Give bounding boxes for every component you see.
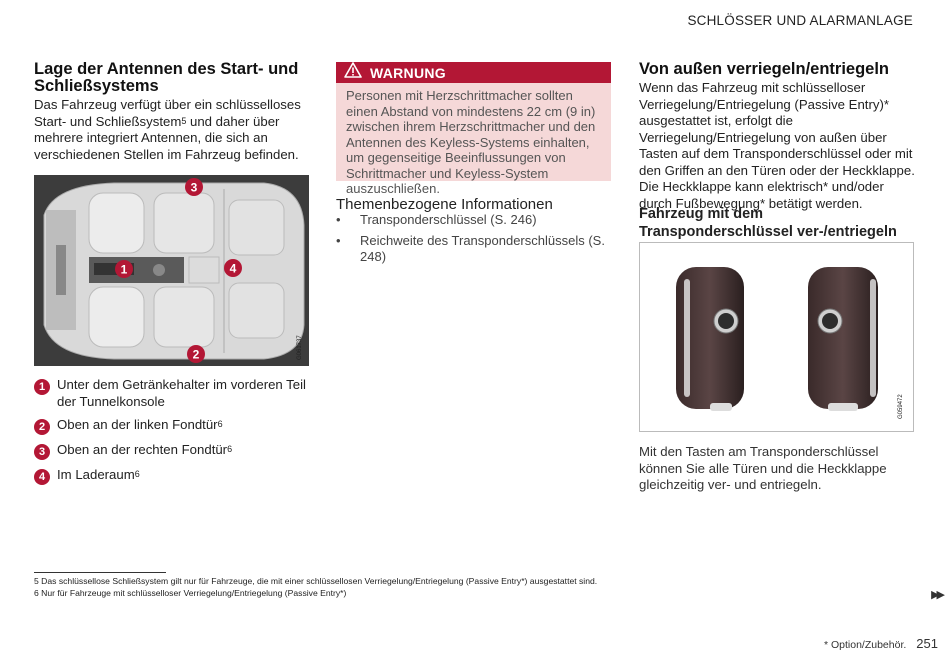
key-figure-caption: Mit den Tasten am Transponderschlüssel können Sie alle Türen und die Heckklappe gleichzeitig ver- und entriegeln.	[639, 444, 887, 492]
transponder-key-figure	[639, 242, 914, 432]
list-item	[34, 467, 309, 485]
intro-text-b: und daher über mehrere integriert Antennen, die sich an verschiedenen Stellen im Fahrzeug befinden.	[34, 113, 299, 162]
car-interior-antenna-figure	[34, 175, 309, 366]
car-interior-illustration	[34, 175, 309, 366]
related-link[interactable]: • Transponderschlüssel (S. 246)	[336, 212, 537, 227]
list-item-text: Unter dem Getränkehalter im vorderen Teil der Tunnelkonsole	[57, 377, 306, 409]
key-lock-subtitle: Fahrzeug mit dem Transponderschlüssel ver-/entriegeln	[639, 206, 897, 240]
warning-text: Personen mit Herzschrittmacher sollten einen Abstand von mindestens 22 cm (9 in) zwischen ihrem Herzschrittmacher und den Antennen des Keyless-Systems einhalten, um gegenseitige Beeinflussungen von Schrittmacher und Keyless-System auszuschließen.	[346, 88, 596, 196]
svg-text:4: 4	[229, 261, 237, 276]
footnote-divider	[34, 572, 166, 573]
antenna-intro-paragraph	[34, 97, 309, 163]
next-page-arrow-icon[interactable]: ▶▶	[931, 589, 942, 601]
footnote-6: 6 Nur für Fahrzeuge mit schlüsselloser Verriegelung/Entriegelung (Passive Entry*)	[34, 588, 347, 598]
number-badge: 4	[34, 469, 50, 485]
option-note: * Option/Zubehör.	[823, 639, 907, 651]
warning-title: WARNUNG	[370, 64, 446, 81]
footnote-ref-6[interactable]: 6	[134, 469, 140, 479]
list-item-text: Oben an der rechten Fondtür$^6$	[57, 442, 233, 457]
footnote-5: 5 Das schlüssellose Schließsystem gilt nur für Fahrzeuge, die mit einer schlüssellosen Verriegelung/Entriegelung (Passive Entry*) ausgestattet sind.	[34, 576, 598, 586]
svg-text:3: 3	[190, 180, 198, 195]
related-info-title: Themenbezogene Informationen	[336, 196, 553, 213]
list-item-text: Oben an der linken Fondtür$^6$	[57, 417, 223, 432]
antenna-list	[34, 377, 309, 492]
lock-from-outside-paragraph: Wenn das Fahrzeug mit schlüsselloser Verriegelung/Entriegelung (Passive Entry)* ausgestattet ist, erfolgt die Verriegelung/Entriegelung von außen über Tasten auf dem Transponderschlüssel oder mit den Griffen an den Türen oder der Heckklappe. Die Heckklappe kann elektrisch* und/oder durch Fußbewegung* betätigt werden.	[639, 80, 915, 211]
list-item	[34, 442, 309, 460]
warning-box	[336, 62, 611, 196]
antenna-location-title: Lage der Antennen des Start- und Schließsystems	[34, 60, 299, 95]
bullet: •	[336, 233, 341, 248]
transponder-key-illustration	[640, 243, 913, 431]
list-item	[34, 377, 309, 410]
list-item-text: Im Laderaum$^6$	[57, 467, 140, 482]
footnote-ref-6[interactable]: 6	[217, 419, 223, 429]
page-footer	[824, 636, 938, 651]
figure-code: G059472	[898, 394, 904, 419]
related-info-list	[336, 212, 606, 270]
section-header: SCHLÖSSER UND ALARMANLAGE	[687, 13, 913, 28]
antenna-marker-1	[115, 260, 133, 278]
number-badge: 2	[34, 419, 50, 435]
svg-text:1: 1	[120, 262, 128, 277]
page-number: 251	[916, 636, 938, 651]
antenna-marker-2	[187, 345, 205, 363]
svg-text:2: 2	[192, 347, 200, 362]
footnote-ref-5[interactable]: 5	[181, 115, 187, 126]
antenna-marker-4	[224, 259, 242, 277]
footnote-ref-6[interactable]: 6	[227, 444, 233, 454]
lock-from-outside-title: Von außen verriegeln/entriegeln	[639, 60, 890, 78]
warning-triangle-icon	[344, 62, 362, 83]
related-link[interactable]: • Reichweite des Transponderschlüssels (S. 248)	[336, 233, 605, 264]
intro-text-a: Das Fahrzeug verfügt über ein schlüsselloses Start- und Schließsystem	[34, 97, 301, 129]
antenna-marker-3	[185, 178, 203, 196]
number-badge: 1	[34, 379, 50, 395]
figure-code: G061737	[297, 335, 303, 360]
list-item	[34, 417, 309, 435]
bullet: •	[336, 212, 341, 227]
number-badge: 3	[34, 444, 50, 460]
warning-header	[336, 62, 611, 83]
